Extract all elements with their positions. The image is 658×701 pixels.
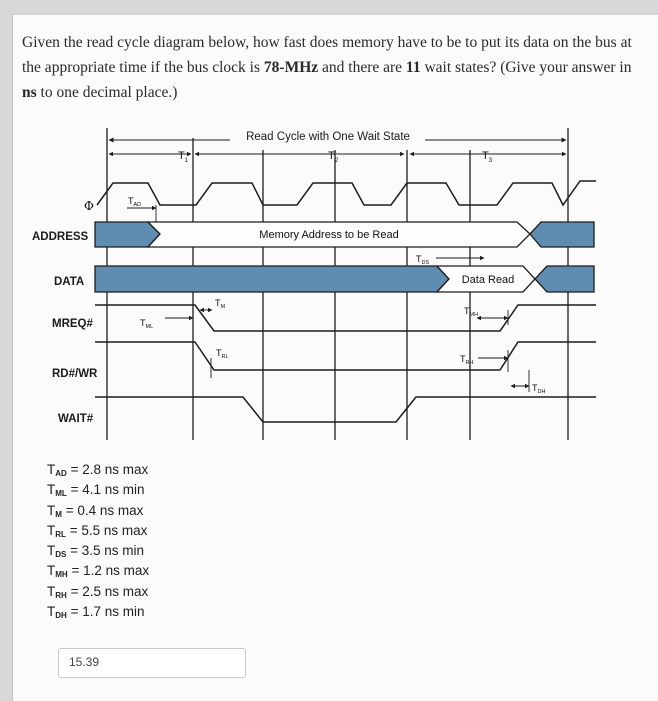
clock-symbol: Φ bbox=[84, 199, 94, 213]
rdwr-waveform bbox=[95, 342, 596, 370]
tad-label: $T_{AD}$ bbox=[128, 196, 142, 208]
signal-address: ADDRESS bbox=[32, 231, 89, 243]
answer-input[interactable]: 15.39 bbox=[58, 648, 246, 678]
data-text: Data Read bbox=[461, 274, 515, 286]
trh-label: $T_{RH}$ bbox=[460, 354, 474, 366]
wait-state-count: 11 bbox=[405, 59, 421, 76]
tad-marker bbox=[127, 205, 156, 222]
parameter-row: $T_{AD} = 2.8$ ns max bbox=[47, 462, 149, 478]
parameter-row: $T_{RL} = 5.5$ ns max bbox=[47, 522, 148, 539]
tml-label: $T_{ML}$ bbox=[140, 318, 154, 330]
parameter-row: $T_{MH} = 1.2$ ns max bbox=[47, 563, 150, 580]
clock-waveform bbox=[97, 181, 596, 205]
parameter-row: $T_{DH} = 1.7$ ns min bbox=[47, 604, 145, 621]
signal-mreq: MREQ# bbox=[52, 318, 93, 330]
parameter-row: $T_M = 0.4$ ns max bbox=[47, 502, 144, 519]
timing-parameters bbox=[47, 460, 149, 622]
wait-waveform bbox=[95, 397, 596, 422]
tdh-label: $T_{DH}$ bbox=[532, 383, 546, 395]
tds-label: $T_{DS}$ bbox=[416, 254, 430, 266]
state-t2: $T_2$ bbox=[328, 150, 339, 164]
parameter-row: $T_{ML} = 4.1$ ns min bbox=[47, 482, 145, 499]
signal-rdwr: RD#/WR bbox=[52, 368, 98, 380]
signal-data: DATA bbox=[54, 276, 85, 288]
data-bus bbox=[95, 266, 594, 292]
state-t3: $T_3$ bbox=[482, 150, 493, 164]
state-t1: $T_1$ bbox=[178, 150, 189, 164]
diagram-title: Read Cycle with One Wait State bbox=[246, 131, 410, 143]
address-text: Memory Address to be Read bbox=[259, 229, 399, 241]
tm-label: $T_M$ bbox=[215, 298, 226, 310]
tmh-label: $T_{MH}$ bbox=[464, 306, 479, 318]
answer-unit: ns bbox=[22, 84, 37, 101]
question-text: Given the read cycle diagram below, how fast does memory have to be to put its data on the bus at the appropriate time if the bus clock is 78-MHz and there are 11 wait states? (Give your answer in ns to one decimal place.) bbox=[22, 34, 632, 101]
trl-label: $T_{RL}$ bbox=[216, 348, 229, 360]
mreq-timing-markers bbox=[165, 310, 508, 325]
rdwr-timing-markers bbox=[211, 350, 529, 392]
parameter-row: $T_{DS} = 3.5$ ns min bbox=[47, 543, 145, 560]
parameter-row: $T_{RH} = 2.5$ ns max bbox=[47, 583, 149, 600]
signal-wait: WAIT# bbox=[58, 413, 94, 425]
clock-speed: 78-MHz bbox=[263, 59, 319, 76]
